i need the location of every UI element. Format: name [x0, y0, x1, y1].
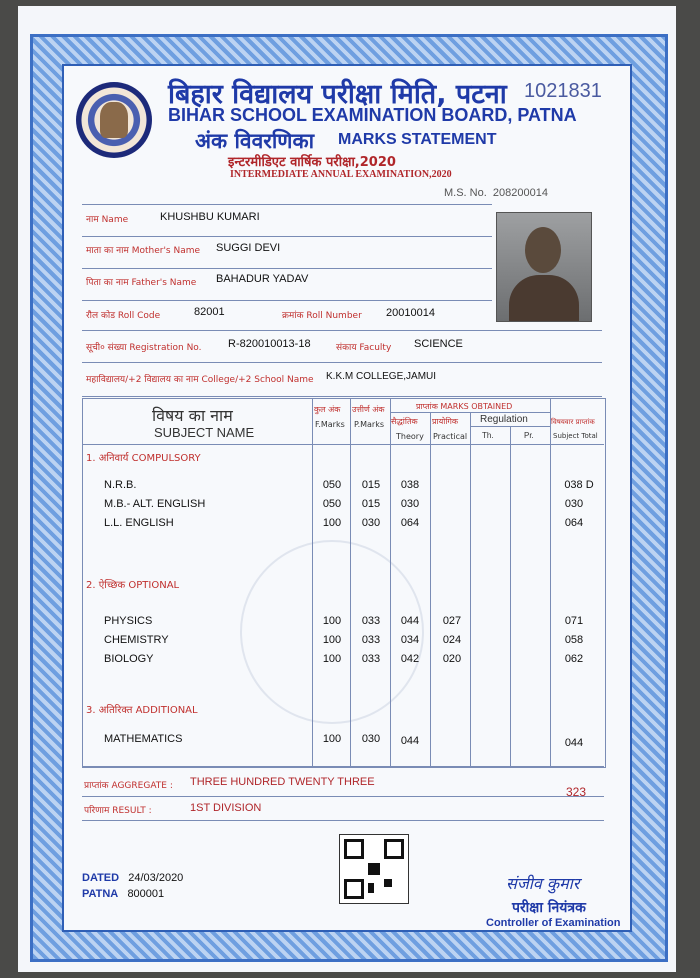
divider [470, 412, 471, 766]
theory-marks: 042 [400, 653, 420, 665]
place-label: PATNA [82, 888, 119, 900]
place [82, 888, 164, 900]
practical-header-h: प्रायोगिक [432, 417, 459, 426]
subject-name: CHEMISTRY [104, 634, 169, 646]
divider [82, 820, 604, 821]
marks-obtained-header: प्राप्तांक MARKS OBTAINED [416, 402, 513, 411]
divider [430, 412, 431, 766]
divider [82, 268, 492, 269]
full-marks: 100 [322, 733, 342, 745]
pass-marks-header-e: P.Marks [354, 420, 385, 429]
roll-number: 20010014 [386, 307, 435, 319]
subject-name: M.B.- ALT. ENGLISH [104, 498, 206, 510]
practical-marks: 027 [442, 615, 462, 627]
exam-title-hindi: इन्टरमीडिएट वार्षिक परीक्षा,2020 [228, 155, 396, 170]
theory-marks: 064 [400, 517, 420, 529]
pass-marks: 033 [361, 615, 381, 627]
faculty-label: संकाय Faculty [336, 343, 392, 353]
controller-signature: संजीव कुमार [506, 874, 580, 893]
controller-title-hindi: परीक्षा नियंत्रक [512, 900, 586, 916]
aggregate-total: 323 [566, 785, 587, 799]
theory-header-e: Theory [396, 432, 424, 441]
exam-title-english: INTERMEDIATE ANNUAL EXAMINATION,2020 [230, 169, 452, 180]
pass-marks: 030 [361, 517, 381, 529]
theory-header-h: सैद्धांतिक [391, 417, 418, 426]
practical-marks: 020 [442, 653, 462, 665]
regulation-th-header: Th. [482, 431, 494, 440]
theory-marks: 044 [400, 735, 420, 747]
serial-number: 1021831 [524, 80, 602, 102]
section-additional: 3. अतिरिक्त ADDITIONAL [86, 705, 198, 716]
result-label: परिणाम RESULT : [84, 806, 152, 816]
mother-name: SUGGI DEVI [216, 242, 281, 254]
aggregate-label: प्राप्तांक AGGREGATE : [84, 781, 173, 791]
qr-code-icon [339, 834, 409, 904]
student-photo [496, 212, 592, 322]
subject-name: N.R.B. [104, 479, 137, 491]
board-title-english: BIHAR SCHOOL EXAMINATION BOARD, PATNA [168, 105, 577, 125]
divider [82, 796, 604, 797]
mother-label: माता का नाम Mother's Name [86, 246, 201, 256]
divider [390, 412, 550, 413]
regulation-pr-header: Pr. [524, 431, 534, 440]
board-seal-icon [76, 82, 152, 158]
theory-marks: 030 [400, 498, 420, 510]
subject-name: PHYSICS [104, 615, 153, 627]
student-name: KHUSHBU KUMARI [160, 211, 260, 223]
subject-total: 058 [564, 634, 584, 646]
subject-total: 062 [564, 653, 584, 665]
divider [82, 300, 492, 301]
total-header-h: विषयवार प्राप्तांक [551, 418, 595, 426]
regulation-header: Regulation [480, 414, 528, 425]
subject-name: MATHEMATICS [104, 733, 183, 745]
subject-total: 071 [564, 615, 584, 627]
board-title-hindi: बिहार विद्यालय परीक्षा मिति, पटना [168, 79, 507, 110]
statement-title-hindi: अंक विवरणिका [195, 129, 315, 153]
ms-number [444, 187, 548, 199]
college-name: K.K.M COLLEGE,JAMUI [326, 371, 437, 382]
divider [510, 426, 511, 766]
roll-code: 82001 [194, 306, 225, 318]
statement-title-english: MARKS STATEMENT [338, 131, 497, 148]
aggregate-words: THREE HUNDRED TWENTY THREE [190, 776, 375, 788]
roll-number-label: क्रमांक Roll Number [282, 311, 362, 321]
watermark-seal [240, 540, 424, 724]
divider [82, 204, 492, 205]
divider [470, 426, 550, 427]
theory-marks: 038 [400, 479, 420, 491]
divider [82, 396, 602, 397]
date [82, 872, 183, 884]
divider [82, 444, 604, 445]
pass-marks: 015 [361, 479, 381, 491]
subject-name: BIOLOGY [104, 653, 154, 665]
subject-total: 064 [564, 517, 584, 529]
practical-header-e: Practical [433, 432, 468, 441]
section-compulsory: 1. अनिवार्य COMPULSORY [86, 453, 201, 464]
full-marks: 100 [322, 634, 342, 646]
full-marks: 050 [322, 498, 342, 510]
pass-marks-header-h: उत्तीर्ण अंक [352, 405, 385, 414]
subject-total: 030 [564, 498, 584, 510]
registration-label: सूची० संख्या Registration No. [86, 343, 202, 353]
father-name: BAHADUR YADAV [216, 273, 309, 285]
ms-value: 208200014 [492, 187, 548, 199]
full-marks-header-e: F.Marks [315, 420, 345, 429]
pass-marks: 033 [361, 634, 381, 646]
full-marks-header-h: कुल अंक [314, 405, 341, 414]
father-label: पिता का नाम Father's Name [86, 278, 197, 288]
divider [550, 398, 551, 766]
name-label: नाम Name [86, 215, 129, 225]
practical-marks: 024 [442, 634, 462, 646]
college-label: महाविद्यालय/+2 विद्यालय का नाम College/+2 School Name [86, 375, 314, 385]
subject-header-english: SUBJECT NAME [154, 425, 255, 440]
controller-title-english: Controller of Examination [486, 917, 621, 929]
divider [82, 766, 604, 767]
full-marks: 100 [322, 517, 342, 529]
divider [82, 362, 602, 363]
full-marks: 100 [322, 615, 342, 627]
divider [82, 236, 492, 237]
pass-marks: 015 [361, 498, 381, 510]
full-marks: 100 [322, 653, 342, 665]
total-header-e: Subject Total [553, 432, 598, 440]
date-value: 24/03/2020 [128, 872, 184, 884]
date-label: DATED [82, 872, 120, 884]
section-optional: 2. ऐच्छिक OPTIONAL [86, 580, 180, 591]
subject-name: L.L. ENGLISH [104, 517, 174, 529]
faculty: SCIENCE [414, 338, 463, 350]
subject-total: 038 D [564, 479, 594, 491]
theory-marks: 044 [400, 615, 420, 627]
theory-marks: 034 [400, 634, 420, 646]
pass-marks: 033 [361, 653, 381, 665]
full-marks: 050 [322, 479, 342, 491]
divider [82, 330, 602, 331]
result-value: 1ST DIVISION [190, 802, 262, 814]
subject-header-hindi: विषय का नाम [152, 406, 233, 425]
roll-code-label: रौल कोड Roll Code [86, 311, 161, 321]
subject-total: 044 [564, 737, 584, 749]
pin-code: 800001 [127, 888, 165, 900]
ms-label: M.S. No. [444, 187, 487, 199]
pass-marks: 030 [361, 733, 381, 745]
registration-number: R-820010013-18 [228, 338, 311, 350]
